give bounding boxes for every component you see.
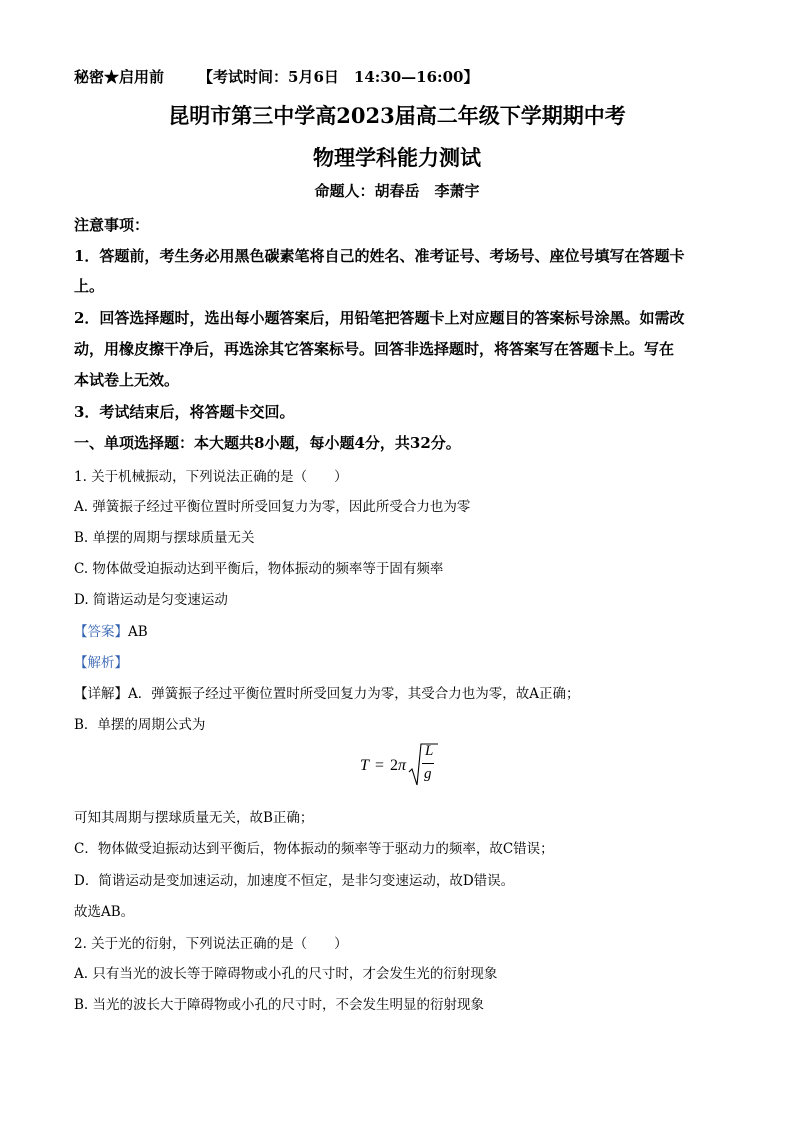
q1-detail-a-line	[74, 682, 580, 702]
section-heading: 一、单项选择题：本大题共8小题，每小题4分，共32分。	[74, 434, 461, 452]
q1-detail-b: B．单摆的周期公式为	[74, 717, 206, 733]
sqrt-sign-icon	[408, 742, 438, 788]
authors: 命题人：胡春岳 李萧宇	[314, 182, 480, 200]
q1-option-a: A. 弹簧振子经过平衡位置时所受回复力为零，因此所受合力也为零	[74, 499, 471, 515]
q1-stem: 1. 关于机械振动，下列说法正确的是（ ）	[74, 469, 348, 485]
notice-item-1a: 1．答题前，考生务必用黑色碳素笔将自己的姓名、准考证号、考场号、座位号填写在答题卡	[74, 247, 685, 265]
notice-item-1b: 上。	[74, 277, 105, 295]
notice-item-2c: 本试卷上无效。	[74, 371, 180, 389]
q1-conclusion: 故选AB。	[74, 904, 135, 920]
q1-answer: AB	[128, 624, 148, 640]
secret-label: 秘密★启用前	[74, 68, 165, 86]
notice-item-2b: 动，用橡皮擦干净后，再选涂其它答案标号。回答非选择题时，将答案写在答题卡上。写在	[74, 340, 675, 358]
header-line	[74, 66, 478, 87]
detail-tag: 【详解】	[74, 686, 128, 702]
q1-answer-line	[74, 620, 148, 640]
formula-eq: =	[375, 757, 385, 774]
answer-tag: 【答案】	[74, 624, 128, 640]
q1-detail-a: A．弹簧振子经过平衡位置时所受回复力为零，其受合力也为零，故A正确；	[128, 686, 580, 702]
q1-option-b: B. 单摆的周期与摆球质量无关	[74, 530, 255, 546]
q2-option-b: B. 当光的波长大于障碍物或小孔的尺寸时，不会发生明显的衍射现象	[74, 997, 485, 1013]
notice-item-3: 3．考试结束后，将答题卡交回。	[74, 403, 295, 421]
analysis-tag: 【解析】	[74, 655, 128, 671]
q2-stem: 2. 关于光的衍射，下列说法正确的是（ ）	[74, 936, 348, 952]
q2-option-a: A. 只有当光的波长等于障碍物或小孔的尺寸时，才会发生光的衍射现象	[74, 966, 498, 982]
formula-t: T	[360, 757, 369, 774]
exam-time: 【考试时间：5月6日 14:30—16:00】	[198, 68, 479, 86]
page-title: 昆明市第三中学高2023届高二年级下学期期中考	[168, 103, 626, 128]
fraction-bar	[422, 763, 434, 764]
q1-option-d: D. 简谐运动是匀变速运动	[74, 592, 228, 608]
formula-numerator: L	[425, 743, 434, 759]
notice-heading: 注意事项：	[74, 216, 150, 234]
notice-item-2a: 2．回答选择题时，选出每小题答案后，用铅笔把答题卡上对应题目的答案标号涂黑。如需改	[74, 309, 685, 327]
formula-pi: π	[398, 757, 407, 774]
page-subtitle: 物理学科能力测试	[313, 145, 481, 170]
q1-detail-d: D．简谐运动是变加速运动，加速度不恒定，是非匀变速运动，故D错误。	[74, 873, 515, 889]
formula-two: 2	[390, 757, 398, 774]
q1-detail-c: C．物体做受迫振动达到平衡后，物体振动的频率等于驱动力的频率，故C错误；	[74, 841, 554, 857]
q1-option-c: C. 物体做受迫振动达到平衡后，物体振动的频率等于固有频率	[74, 561, 444, 577]
formula-denominator: g	[424, 766, 432, 782]
q1-detail-b2: 可知其周期与摆球质量无关，故B正确；	[74, 810, 314, 826]
